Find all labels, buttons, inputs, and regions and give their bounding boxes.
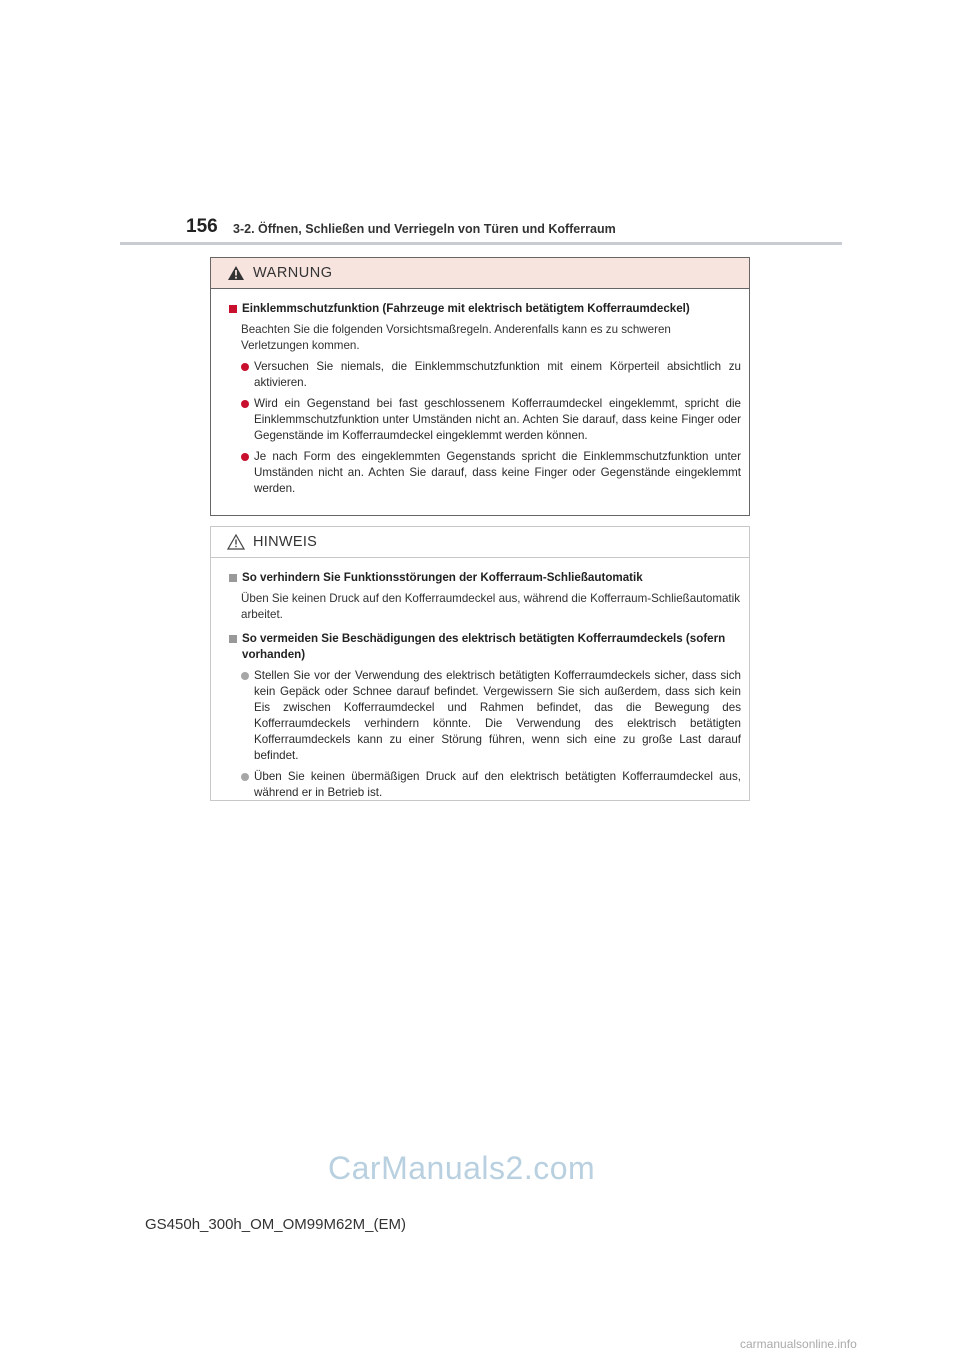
- round-bullet-icon: [241, 672, 249, 680]
- notice-box: [210, 526, 750, 801]
- list-item-text: Je nach Form des eingeklemmten Gegenstands spricht die Einklemmschutzfunktion unter Umständen nicht an. Achten Sie darauf, dass keine Finger oder Gegenstände eingeklemmt werden.: [254, 450, 741, 495]
- list-item-text: Üben Sie keinen übermäßigen Druck auf den elektrisch betätigten Kofferraumdeckel aus, während er in Betrieb ist.: [254, 770, 741, 799]
- warning-heading: [229, 301, 741, 317]
- list-item: [229, 359, 741, 391]
- warning-title: WARNUNG: [253, 265, 333, 281]
- list-item: [229, 449, 741, 497]
- square-bullet-icon: [229, 574, 237, 582]
- list-item: [229, 668, 741, 764]
- site-watermark: carmanualsonline.info: [740, 1337, 857, 1351]
- page-header: [0, 0, 960, 250]
- round-bullet-icon: [241, 363, 249, 371]
- notice-entry-text: Üben Sie keinen Druck auf den Kofferraumdeckel aus, während die Kofferraum-Schließautomatik arbeitet.: [241, 592, 741, 621]
- notice-entry: [229, 631, 741, 801]
- list-item: [229, 396, 741, 444]
- notice-entry-heading-text: So vermeiden Sie Beschädigungen des elektrisch betätigten Kofferraumdeckels (sofern vorhanden): [242, 632, 726, 661]
- square-bullet-icon: [229, 635, 237, 643]
- warning-heading-text: Einklemmschutzfunktion (Fahrzeuge mit elektrisch betätigtem Kofferraumdeckel): [242, 302, 690, 315]
- notice-entry-heading: [229, 631, 741, 663]
- notice-header: [211, 527, 749, 558]
- list-item-text: Stellen Sie vor der Verwendung des elektrisch betätigten Kofferraumdeckels sicher, dass sich kein Gepäck oder Schnee darauf befindet. Vergewissern Sie sich außerdem, dass sich kein Eis zwischen Kofferraumdeckel und Rahmen befindet, das die Bewegung des Kofferraumdeckels verhindern könnte. Die Verwendung des elektrisch betätigten Kofferraumdeckels kann zu einer Störung führen, wenn sich eine zu große Last darauf befindet.: [254, 669, 741, 762]
- warning-box: [210, 257, 750, 516]
- notice-entry: [229, 570, 741, 623]
- watermark: CarManuals2.com: [328, 1150, 596, 1186]
- round-bullet-icon: [241, 773, 249, 781]
- round-bullet-icon: [241, 453, 249, 461]
- section-title: 3-2. Öffnen, Schließen und Verriegeln von Türen und Kofferraum: [233, 222, 616, 236]
- notice-entry-heading: [229, 570, 741, 586]
- warning-header: [211, 258, 749, 289]
- warning-intro: Beachten Sie die folgenden Vorsichtsmaßregeln. Anderenfalls kann es zu schweren Verletzungen kommen.: [241, 323, 671, 352]
- warning-triangle-icon: [227, 265, 245, 281]
- square-bullet-icon: [229, 305, 237, 313]
- round-bullet-icon: [241, 400, 249, 408]
- notice-body: [211, 558, 749, 801]
- model-code: GS450h_300h_OM_OM99M62M_(EM): [145, 1216, 406, 1233]
- caution-triangle-icon: [227, 534, 245, 550]
- list-item-text: Wird ein Gegenstand bei fast geschlossenem Kofferraumdeckel eingeklemmt, spricht die Einklemmschutzfunktion unter Umständen nicht an. Achten Sie darauf, dass keine Finger oder Gegenstände im Kofferraumdeckel eingeklemmt werden können.: [254, 397, 741, 442]
- list-item: [229, 769, 741, 801]
- notice-title: HINWEIS: [253, 534, 318, 550]
- warning-body: [211, 289, 749, 497]
- list-item-text: Versuchen Sie niemals, die Einklemmschutzfunktion mit einem Körperteil absichtlich zu aktivieren.: [254, 360, 741, 389]
- notice-entry-heading-text: So verhindern Sie Funktionsstörungen der Kofferraum-Schließautomatik: [242, 571, 643, 584]
- header-rule: [120, 242, 842, 245]
- page-number: 156: [186, 216, 218, 237]
